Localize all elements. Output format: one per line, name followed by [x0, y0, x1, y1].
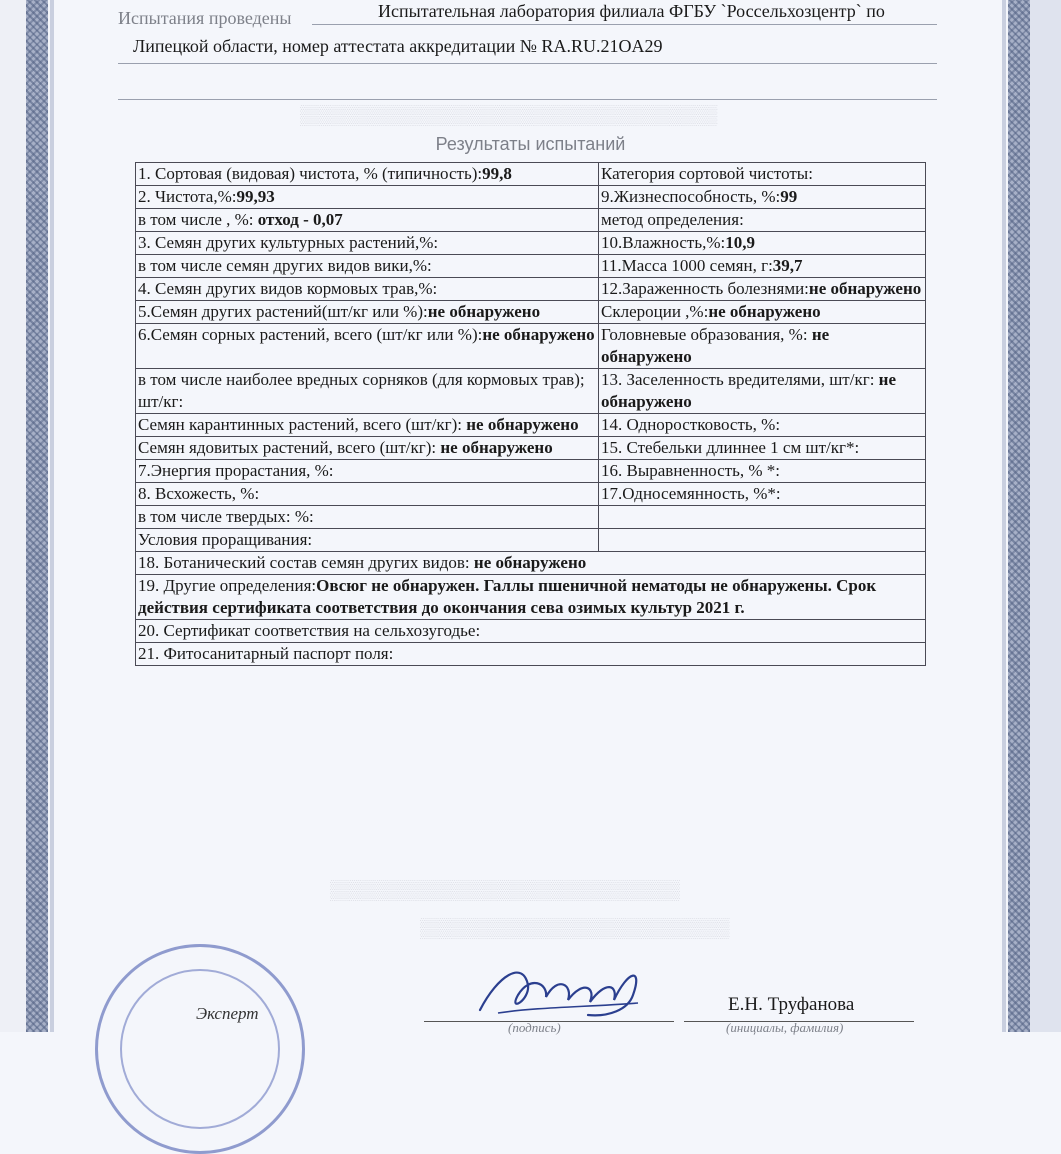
- cell-label: 15. Стебельки длиннее 1 см шт/кг*:: [601, 438, 860, 457]
- table-row: [136, 186, 926, 209]
- expert-name: Е.Н. Труфанова: [728, 994, 855, 1015]
- table-cell: [136, 232, 599, 255]
- stamp-inner-ring: [120, 969, 280, 1129]
- cell-label: 8. Всхожесть, %:: [138, 484, 260, 503]
- cell-value: не обнаружено: [601, 370, 897, 411]
- cell-label: 13. Заселенность вредителями, шт/кг:: [601, 370, 879, 389]
- cell-label: Головневые образования, %:: [601, 325, 812, 344]
- cell-label: 19. Другие определения:: [138, 576, 317, 595]
- cell-label: в том числе , %:: [138, 210, 258, 229]
- cell-label: 16. Выравненность, % *:: [601, 461, 780, 480]
- table-cell: [599, 301, 926, 324]
- table-cell: [136, 414, 599, 437]
- cell-value: не обнаружено: [473, 553, 587, 572]
- cell-label: 9.Жизнеспособность, %:: [601, 187, 781, 206]
- cell-value: не обнаружено: [427, 302, 541, 321]
- cell-value: не обнаружено: [466, 415, 579, 434]
- table-cell: [136, 437, 599, 460]
- table-cell: [599, 460, 926, 483]
- results-title: Результаты испытаний: [435, 134, 626, 154]
- cell-label: 14. Одноростковость, %:: [601, 415, 781, 434]
- underline: [312, 24, 937, 25]
- expert-role: Эксперт: [196, 1004, 259, 1023]
- table-row: [136, 369, 926, 414]
- cell-value: не обнаружено: [808, 279, 922, 298]
- table-cell: [136, 529, 599, 552]
- table-cell: [136, 460, 599, 483]
- cell-label: в том числе наиболее вредных сорняков (для кормовых трав); шт/кг:: [138, 370, 585, 411]
- table-cell: [136, 506, 599, 529]
- table-row: [136, 255, 926, 278]
- cell-label: 1. Сортовая (видовая) чистота, % (типичность):: [138, 164, 483, 183]
- table-cell: [599, 529, 926, 552]
- table-row: [136, 643, 926, 666]
- cell-label: 5.Семян других растений(шт/кг или %):: [138, 302, 428, 321]
- table-row: [136, 460, 926, 483]
- cell-value: 10,9: [725, 233, 755, 252]
- table-cell: [599, 506, 926, 529]
- cell-label: 4. Семян других видов кормовых трав,%:: [138, 279, 438, 298]
- cell-value: не обнаружено: [708, 302, 821, 321]
- signature-caption: (подпись): [508, 1020, 561, 1035]
- table-cell: [136, 369, 599, 414]
- table-cell: [599, 232, 926, 255]
- handwritten-signature: [468, 955, 658, 1025]
- table-cell: [599, 186, 926, 209]
- cell-label: Категория сортовой чистоты:: [601, 164, 813, 183]
- table-cell: [136, 324, 599, 369]
- table-row: [136, 232, 926, 255]
- cell-label: 17.Односемянность, %*:: [601, 484, 781, 503]
- table-cell: [599, 255, 926, 278]
- laboratory-name-line1: Испытательная лаборатория филиала ФГБУ `Россельхозцентр` по: [378, 1, 885, 21]
- table-cell: [599, 209, 926, 232]
- table-cell: [599, 437, 926, 460]
- cell-label: 6.Семян сорных растений, всего (шт/кг или %):: [138, 325, 483, 344]
- name-caption: (инициалы, фамилия): [726, 1020, 844, 1035]
- tests-conducted-label: Испытания проведены: [118, 8, 292, 28]
- show-through-text: ▒▒▒▒▒▒▒▒▒▒▒▒▒▒▒▒▒▒▒▒▒▒▒▒▒▒: [330, 880, 680, 901]
- table-row: [136, 278, 926, 301]
- table-row: [136, 209, 926, 232]
- cell-label: Семян карантинных растений, всего (шт/кг):: [138, 415, 467, 434]
- table-cell: [136, 278, 599, 301]
- laboratory-name-line2: Липецкой области, номер аттестата аккредитации № RA.RU.21OA29: [133, 36, 663, 56]
- table-cell: [136, 552, 926, 575]
- table-cell: [136, 643, 926, 666]
- table-row: [136, 575, 926, 620]
- cell-label: Семян ядовитых растений, всего (шт/кг):: [138, 438, 441, 457]
- table-cell: [136, 163, 599, 186]
- table-row: [136, 301, 926, 324]
- cell-label: 3. Семян других культурных растений,%:: [138, 233, 439, 252]
- cell-value: 39,7: [772, 256, 803, 275]
- cell-label: 20. Сертификат соответствия на сельхозугодье:: [138, 621, 481, 640]
- organization-stamp: [95, 944, 305, 1154]
- cell-label: в том числе семян других видов вики,%:: [138, 256, 432, 275]
- cell-value: не обнаружено: [601, 325, 830, 366]
- underline: [118, 99, 937, 100]
- table-cell: [136, 209, 599, 232]
- table-cell: [599, 414, 926, 437]
- cell-value: Овсюг не обнаружен. Галлы пшеничной нематоды не обнаружены. Срок действия сертификата соответствия до окончания сева озимых культур 2021 г.: [138, 576, 877, 617]
- cell-label: 2. Чистота,%:: [138, 187, 237, 206]
- cell-value: 99: [780, 187, 798, 206]
- table-cell: [599, 369, 926, 414]
- cell-label: 7.Энергия прорастания, %:: [138, 461, 334, 480]
- cell-label: метод определения:: [601, 210, 744, 229]
- table-row: [136, 483, 926, 506]
- cell-value: не обнаружено: [440, 438, 553, 457]
- table-cell: [599, 163, 926, 186]
- table-cell: [136, 301, 599, 324]
- cell-value: отход - 0,07: [257, 210, 343, 229]
- table-cell: [136, 186, 599, 209]
- cell-label: Условия проращивания:: [138, 530, 313, 549]
- results-table: [135, 162, 926, 666]
- table-row: [136, 529, 926, 552]
- cell-label: 10.Влажность,%:: [601, 233, 726, 252]
- table-row: [136, 552, 926, 575]
- table-cell: [136, 483, 599, 506]
- cell-label: в том числе твердых: %:: [138, 507, 314, 526]
- cell-value: 99,8: [482, 164, 512, 183]
- table-row: [136, 620, 926, 643]
- show-through-text: ▒▒▒▒▒▒▒▒▒▒▒▒▒▒▒▒▒▒▒▒▒▒▒: [420, 918, 730, 939]
- cell-value: не обнаружено: [482, 325, 595, 344]
- table-cell: [599, 324, 926, 369]
- table-row: [136, 324, 926, 369]
- cell-label: 21. Фитосанитарный паспорт поля:: [138, 644, 394, 663]
- table-cell: [136, 575, 926, 620]
- table-row: [136, 163, 926, 186]
- table-row: [136, 506, 926, 529]
- show-through-text: ▒▒▒▒▒▒▒▒▒▒▒▒▒▒▒▒▒▒▒▒▒▒▒▒▒▒▒▒▒▒▒: [300, 105, 718, 126]
- cell-label: 11.Масса 1000 семян, г:: [601, 256, 773, 275]
- cell-label: Склероции ,%:: [601, 302, 709, 321]
- table-cell: [136, 255, 599, 278]
- cell-value: 99,93: [236, 187, 275, 206]
- table-cell: [136, 620, 926, 643]
- underline: [118, 63, 937, 64]
- table-cell: [599, 278, 926, 301]
- cell-label: 18. Ботанический состав семян других видов:: [138, 553, 474, 572]
- table-row: [136, 414, 926, 437]
- cell-label: 12.Зараженность болезнями:: [601, 279, 809, 298]
- table-row: [136, 437, 926, 460]
- table-cell: [599, 483, 926, 506]
